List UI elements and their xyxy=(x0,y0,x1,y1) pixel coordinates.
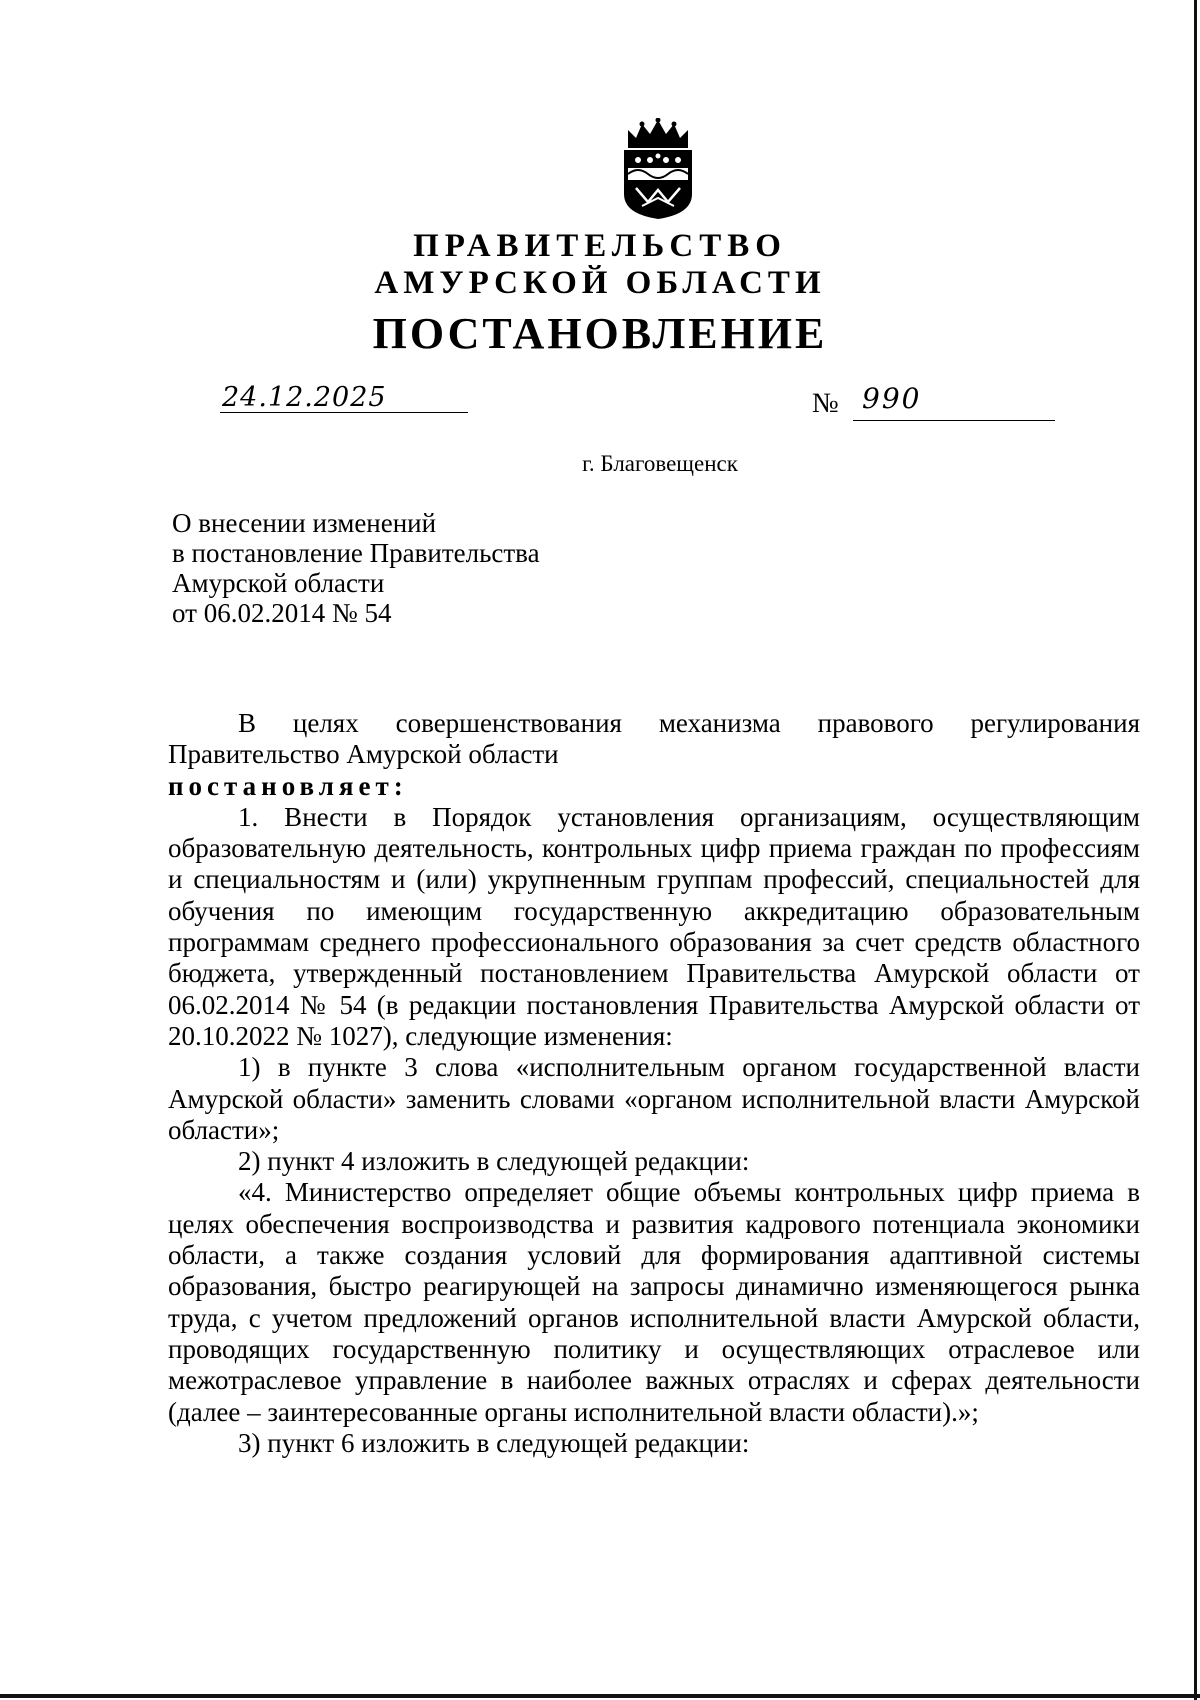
subitem-2-paragraph: 2) пункт 4 изложить в следующей редакции: xyxy=(238,1146,750,1177)
subitem-3-paragraph: 3) пункт 6 изложить в следующей редакции: xyxy=(238,1427,750,1458)
government-title: ПРАВИТЕЛЬСТВО xyxy=(413,228,787,264)
decree-word: постановляет: xyxy=(168,770,408,801)
preamble-paragraph: В целях совершенствования механизма правового регулирования Правительство Амурской области xyxy=(168,708,1140,770)
city-label: г. Благовещенск xyxy=(582,451,738,476)
document-type-title: ПОСТАНОВЛЕНИЕ xyxy=(372,309,828,358)
coat-of-arms-icon xyxy=(618,118,698,220)
document-date: 24.12.2025 xyxy=(222,382,387,413)
number-underline xyxy=(853,420,1055,421)
subject-line: О внесении изменений xyxy=(172,508,437,538)
date-underline xyxy=(220,412,468,413)
number-sign: № xyxy=(812,388,839,419)
page-border-bottom xyxy=(0,1694,1200,1698)
document-number: 990 xyxy=(862,382,922,415)
subject-line: Амурской области xyxy=(172,568,385,598)
document-subject xyxy=(172,508,540,628)
region-title: АМУРСКОЙ ОБЛАСТИ xyxy=(374,265,826,301)
quoted-item-4-paragraph: «4. Министерство определяет общие объемы контрольных цифр приема в целях обеспечения воспроизводства и развития кадрового потенциала экономики области, а также создания условий для формирования адаптивной системы образования, быстро реагирующей на запросы динамично изменяющегося рынка труда, с учетом предложений органов исполнительной власти Амурской области, проводящих государственную политику и осуществляющих отраслевое или межотраслевое управление в наиболее важных отраслях и сферах деятельности (далее – заинтересованные органы исполнительной власти области).»; xyxy=(168,1177,1140,1427)
item-1-paragraph: 1. Внести в Порядок установления организациям, осуществляющим образовательную деятельность, контрольных цифр приема граждан по профессиям и специальностям и (или) укрупненным группам профессий, специальностей для обучения по имеющим государственную аккредитацию образовательным программам среднего профессионального образования за счет средств областного бюджета, утвержденный постановлением Правительства Амурской области от 06.02.2014 № 54 (в редакции постановления Правительства Амурской области от 20.10.2022 № 1027), следующие изменения: xyxy=(168,801,1140,1051)
subject-line: от 06.02.2014 № 54 xyxy=(172,598,392,628)
subject-line: в постановление Правительства xyxy=(172,538,540,568)
document-body xyxy=(168,708,1140,1459)
subitem-1-paragraph: 1) в пункте 3 слова «исполнительным органом государственной власти Амурской области» заменить словами «органом исполнительной власти Амурской области»; xyxy=(168,1052,1140,1145)
